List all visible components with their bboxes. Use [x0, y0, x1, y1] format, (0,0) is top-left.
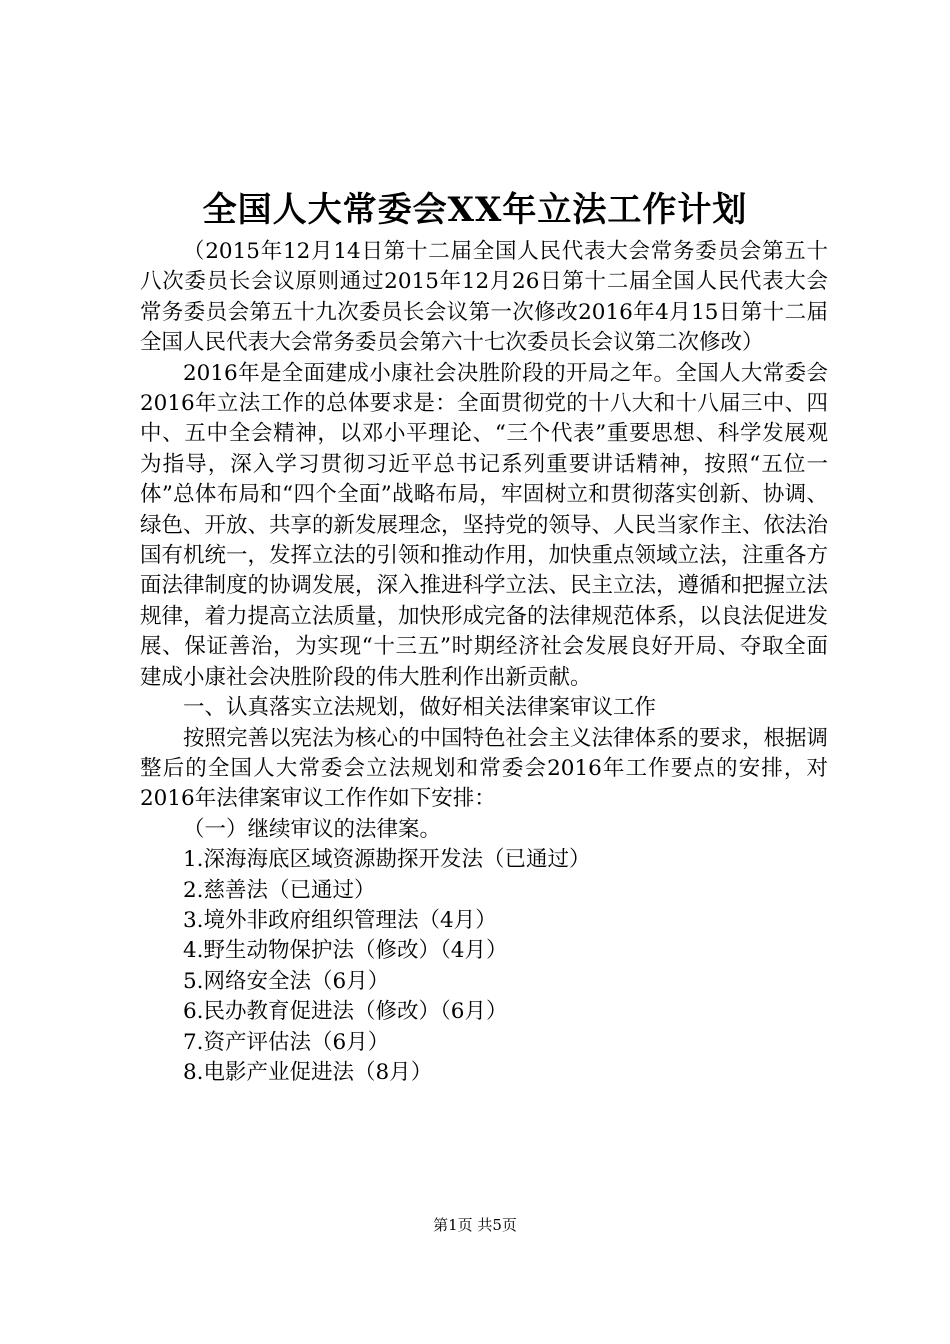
- document-body: [140, 237, 828, 1088]
- list-item: 2.慈善法（已通过）: [183, 877, 376, 903]
- document-title: 全国人大常委会XX年立法工作计划: [202, 190, 748, 230]
- list-item: 1.深海海底区域资源勘探开发法（已通过）: [183, 847, 591, 873]
- page-footer: [0, 1215, 950, 1235]
- section-heading: 一、认真落实立法规划，做好相关法律案审议工作: [183, 695, 657, 721]
- list-item: 5.网络安全法（6月）: [183, 968, 390, 994]
- preamble-paragraph: （2015年12月14日第十二届全国人民代表大会常务委员会第五十八次委员长会议原则通过2015年12月26日第十二届全国人民代表大会常务委员会第五十九次委员长会议第一次修改2016年4月15日第十二届全国人民代表大会常务委员会第六十七次委员长会议第二次修改）: [140, 239, 828, 356]
- list-item: 4.野生动物保护法（修改）（4月）: [183, 938, 508, 964]
- intro-paragraph: 2016年是全面建成小康社会决胜阶段的开局之年。全国人大常委会2016年立法工作的总体要求是：全面贯彻党的十八大和十八届三中、四中、五中全会精神，以邓小平理论、“三个代表”重要思想、科学发展观为指导，深入学习贯彻习近平总书记系列重要讲话精神，按照“五位一体”总体布局和“四个全面”战略布局，牢固树立和贯彻落实创新、协调、绿色、开放、共享的新发展理念，坚持党的领导、人民当家作主、依法治国有机统一，发挥立法的引领和推动作用，加快重点领域立法，注重各方面法律制度的协调发展，深入推进科学立法、民主立法，遵循和把握立法规律，着力提高立法质量，加快形成完备的法律规范体系，以良法促进发展、保证善治，为实现“十三五”时期经济社会发展良好开局、夺取全面建成小康社会决胜阶段的伟大胜利作出新贡献。: [140, 360, 829, 690]
- list-item: 6.民办教育促进法（修改）（6月）: [183, 999, 508, 1025]
- subsection-heading: （一）继续审议的法律案。: [183, 816, 442, 842]
- page-total: 共5页: [477, 1216, 517, 1234]
- list-item: 8.电影产业促进法（8月）: [183, 1059, 433, 1085]
- list-item: 3.境外非政府组织管理法（4月）: [183, 907, 497, 933]
- page-number: 第1页: [433, 1216, 473, 1234]
- section-body-paragraph: 按照完善以宪法为核心的中国特色社会主义法律体系的要求，根据调整后的全国人大常委会立法规划和常委会2016年工作要点的安排，对2016年法律案审议工作作如下安排：: [140, 725, 829, 812]
- list-item: 7.资产评估法（6月）: [183, 1029, 390, 1055]
